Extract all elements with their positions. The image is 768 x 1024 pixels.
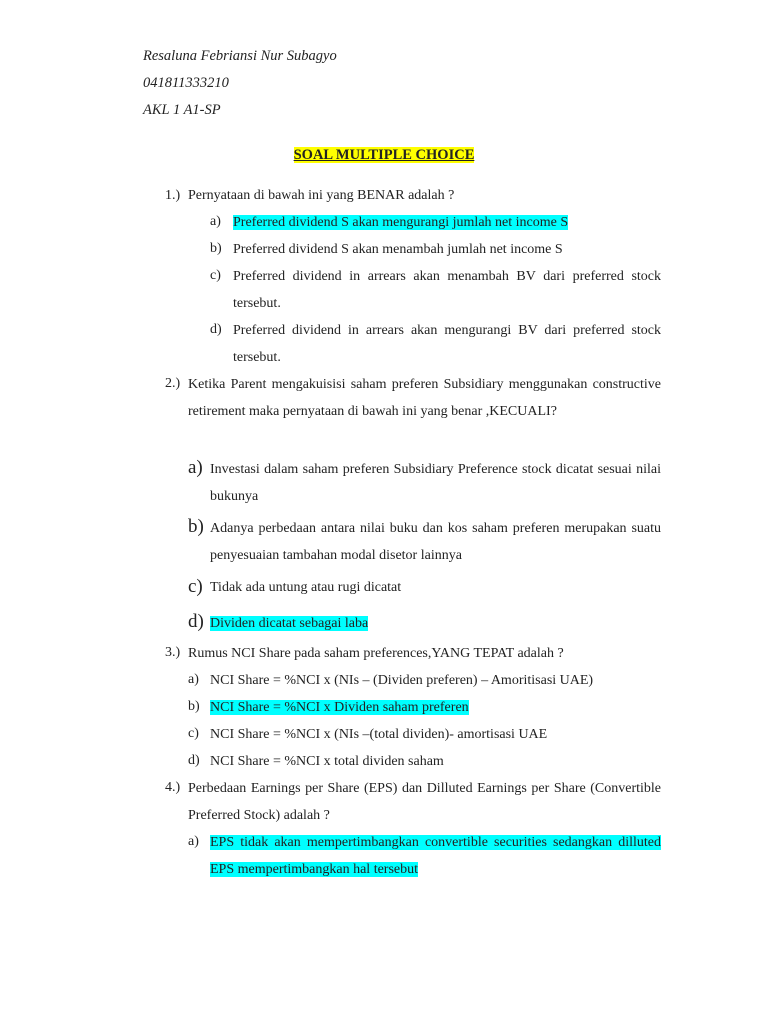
question-number: 4.) bbox=[165, 780, 181, 795]
question-text: Ketika Parent mengakuisisi saham preferen Subsidiary menggunakan constructive retirement maka pernyataan di bawah ini yang benar ,KECUALI? bbox=[188, 377, 661, 419]
option-letter: d) bbox=[188, 753, 200, 768]
option-letter: b) bbox=[188, 699, 200, 714]
option-text: Investasi dalam saham preferen Subsidiary Preference stock dicatat sesuai nilai bukunya bbox=[210, 462, 661, 504]
question-text: Pernyataan di bawah ini yang BENAR adalah ? bbox=[188, 188, 455, 203]
option-letter: a) bbox=[210, 214, 221, 229]
option-letter: a) bbox=[188, 834, 199, 849]
option-letter: a) bbox=[188, 672, 199, 687]
option-letter: b) bbox=[210, 241, 222, 256]
option-letter: d) bbox=[210, 322, 222, 337]
question-number: 2.) bbox=[165, 376, 181, 391]
question-text: Rumus NCI Share pada saham preferences,YANG TEPAT adalah ? bbox=[188, 646, 564, 661]
option-text-answer: EPS tidak akan mempertimbangkan convertible securities sedangkan dilluted EPS mempertimbangkan hal tersebut bbox=[210, 835, 661, 877]
option-text-answer: NCI Share = %NCI x Dividen saham preferen bbox=[210, 700, 469, 715]
option-text: NCI Share = %NCI x (NIs –(total dividen)- amortisasi UAE bbox=[210, 727, 548, 742]
question-number: 3.) bbox=[165, 645, 181, 660]
option-letter: d) bbox=[188, 611, 204, 632]
question-number: 1.) bbox=[165, 188, 181, 203]
option-text: Preferred dividend in arrears akan mengurangi BV dari preferred stock tersebut. bbox=[233, 323, 661, 365]
class-name: AKL 1 A1-SP bbox=[143, 102, 221, 118]
option-text: Adanya perbedaan antara nilai buku dan kos saham preferen merupakan suatu penyesuaian tambahan modal disetor lainnya bbox=[210, 521, 661, 563]
page-title: SOAL MULTIPLE CHOICE bbox=[293, 147, 475, 163]
author-name: Resaluna Febriansi Nur Subagyo bbox=[143, 48, 337, 64]
option-text: NCI Share = %NCI x (NIs – (Dividen preferen) – Amoritisasi UAE) bbox=[210, 673, 594, 688]
question-text: Perbedaan Earnings per Share (EPS) dan Dilluted Earnings per Share (Convertible Preferred Stock) adalah ? bbox=[188, 781, 661, 823]
option-text: Preferred dividend S akan menambah jumlah net income S bbox=[233, 242, 563, 257]
option-letter: a) bbox=[188, 457, 203, 478]
option-text-answer: Dividen dicatat sebagai laba bbox=[210, 616, 369, 631]
option-letter: c) bbox=[188, 576, 203, 597]
option-text: Tidak ada untung atau rugi dicatat bbox=[210, 580, 402, 595]
option-letter: c) bbox=[210, 268, 221, 283]
student-id: 041811333210 bbox=[143, 75, 229, 91]
option-text: Preferred dividend in arrears akan menambah BV dari preferred stock tersebut. bbox=[233, 269, 661, 311]
option-text: NCI Share = %NCI x total dividen saham bbox=[210, 754, 444, 769]
option-letter: b) bbox=[188, 516, 204, 537]
option-text-answer: Preferred dividend S akan mengurangi jumlah net income S bbox=[233, 215, 569, 230]
option-letter: c) bbox=[188, 726, 199, 741]
